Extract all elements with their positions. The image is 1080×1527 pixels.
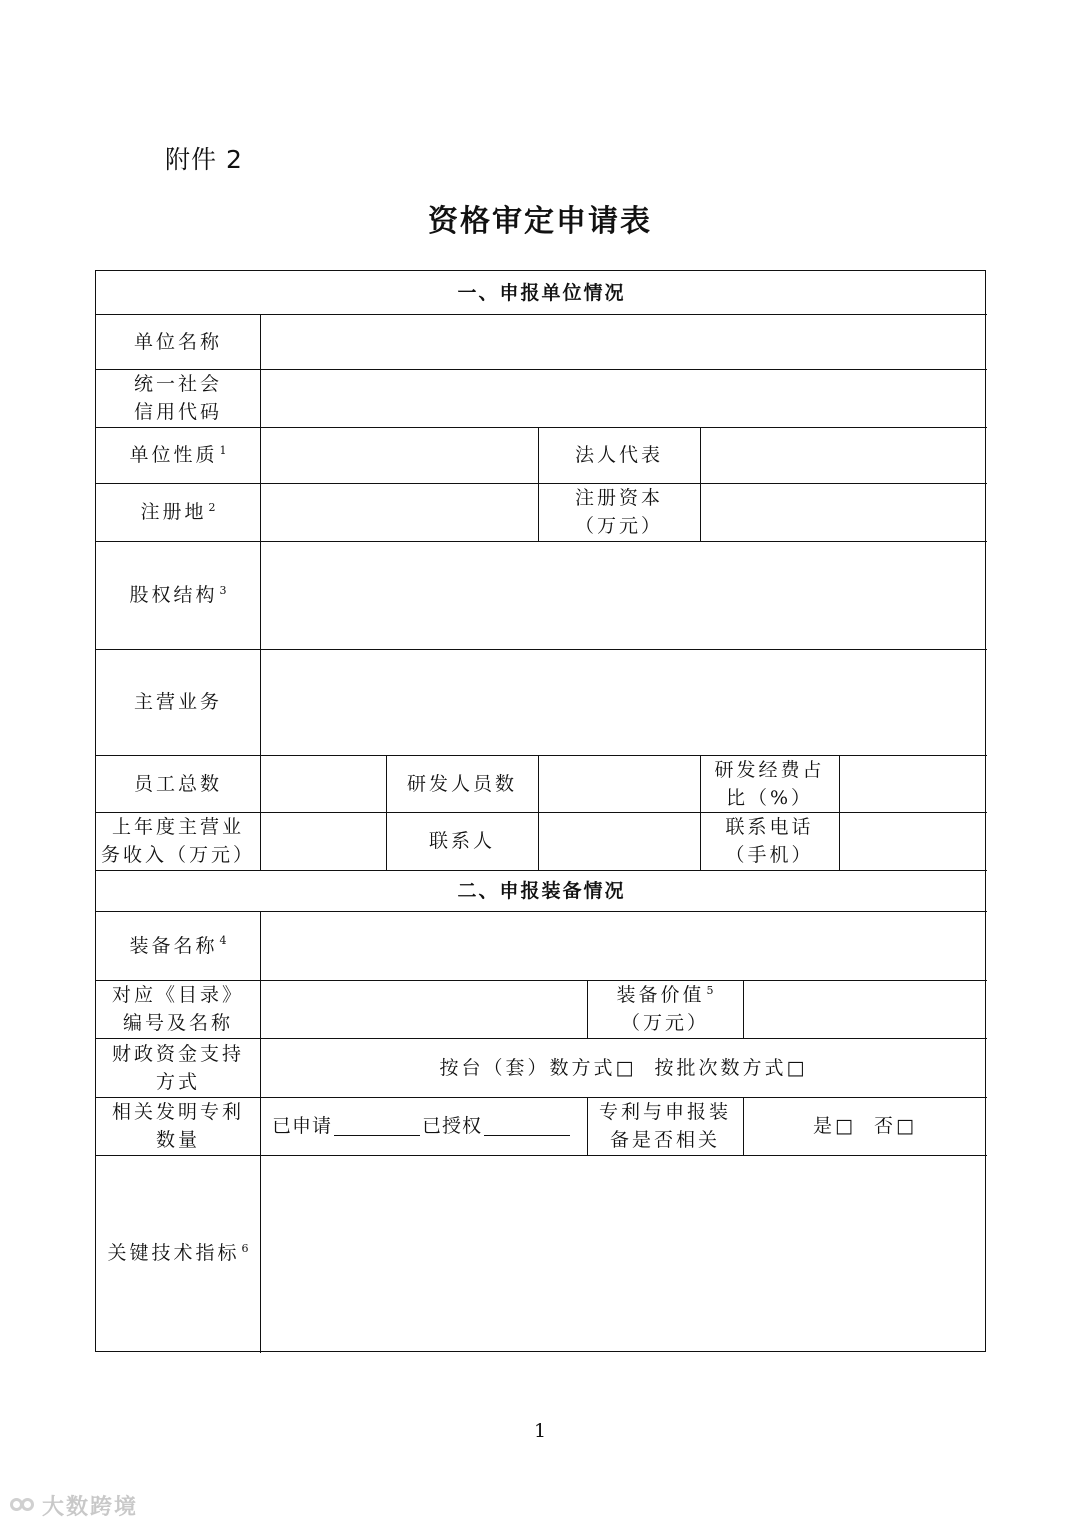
equip-name-label: 装备名称 $^4$ (129, 934, 227, 957)
equip-value-field[interactable] (743, 980, 987, 1038)
fund-option-by-unit[interactable]: 按台（套）数方式□ (439, 1056, 637, 1079)
legal-rep-field[interactable] (700, 427, 987, 483)
watermark-logo-icon (10, 1495, 38, 1517)
contact-phone-label: 联系电话 （手机） (725, 816, 814, 866)
rd-staff-label: 研发人员数 (406, 772, 517, 795)
patent-related-label: 专利与申报装 备是否相关 (598, 1101, 731, 1151)
form-title: 资格审定申请表 (428, 204, 652, 239)
revenue-label: 上年度主营业 务收入（万元） (100, 816, 255, 866)
contact-person-label: 联系人 (428, 830, 495, 852)
reg-place-label: 注册地 $^2$ (140, 500, 216, 523)
equity-label: 股权结构 $^3$ (129, 583, 227, 606)
reg-capital-label: 注册资本 （万元） (574, 487, 663, 537)
staff-total-label: 员工总数 (133, 772, 222, 795)
page-number: 1 (533, 1420, 547, 1442)
watermark (10, 1490, 138, 1521)
patents-field (260, 1097, 587, 1155)
contact-phone-field[interactable] (839, 812, 987, 870)
unit-name-field[interactable] (260, 314, 987, 369)
catalog-field[interactable] (260, 980, 587, 1038)
section-1-heading: 一、申报单位情况 (457, 281, 626, 304)
equip-value-label: 装备价值 $^5$ （万元） (616, 983, 714, 1034)
contact-person-field[interactable] (538, 812, 700, 870)
application-form (95, 270, 986, 1352)
patent-granted-label: 已授权 (422, 1115, 483, 1137)
reg-capital-field[interactable] (700, 483, 987, 541)
attachment-label: 附件 2 (165, 145, 243, 174)
staff-total-field[interactable] (260, 755, 386, 812)
patent-related-yes[interactable]: 是□ (813, 1115, 856, 1137)
patent-related-no[interactable]: 否□ (874, 1115, 917, 1137)
reg-place-field[interactable] (260, 483, 538, 541)
catalog-label: 对应《目录》 编号及名称 (111, 984, 244, 1034)
patent-granted-blank[interactable] (484, 1117, 570, 1136)
fund-option-by-batch[interactable]: 按批次数方式□ (654, 1056, 808, 1079)
watermark-text: 大数跨境 (42, 1495, 139, 1520)
revenue-field[interactable] (260, 812, 386, 870)
patents-label: 相关发明专利 数量 (111, 1101, 244, 1151)
unit-nature-label: 单位性质 $^1$ (129, 443, 227, 466)
patent-applied-blank[interactable] (334, 1117, 420, 1136)
patent-related-options (743, 1097, 987, 1155)
credit-code-field[interactable] (260, 369, 987, 427)
equity-field[interactable] (260, 541, 987, 649)
unit-name-label: 单位名称 (133, 330, 222, 353)
key-indicators-label: 关键技术指标 $^6$ (107, 1241, 249, 1264)
main-business-label: 主营业务 (133, 691, 222, 713)
equip-name-field[interactable] (260, 911, 987, 980)
fund-mode-label: 财政资金支持 方式 (111, 1042, 244, 1093)
rd-staff-field[interactable] (538, 755, 700, 812)
key-indicators-field[interactable] (260, 1155, 987, 1351)
legal-rep-label: 法人代表 (574, 444, 663, 466)
patent-applied-label: 已申请 (272, 1115, 333, 1137)
credit-code-label: 统一社会 信用代码 (133, 373, 222, 423)
fund-mode-options (260, 1038, 987, 1097)
rd-ratio-field[interactable] (839, 755, 987, 812)
section-2-heading: 二、申报装备情况 (457, 879, 626, 902)
main-business-field[interactable] (260, 649, 987, 755)
rd-ratio-label: 研发经费占 比（%） (714, 758, 825, 809)
unit-nature-field[interactable] (260, 427, 538, 483)
